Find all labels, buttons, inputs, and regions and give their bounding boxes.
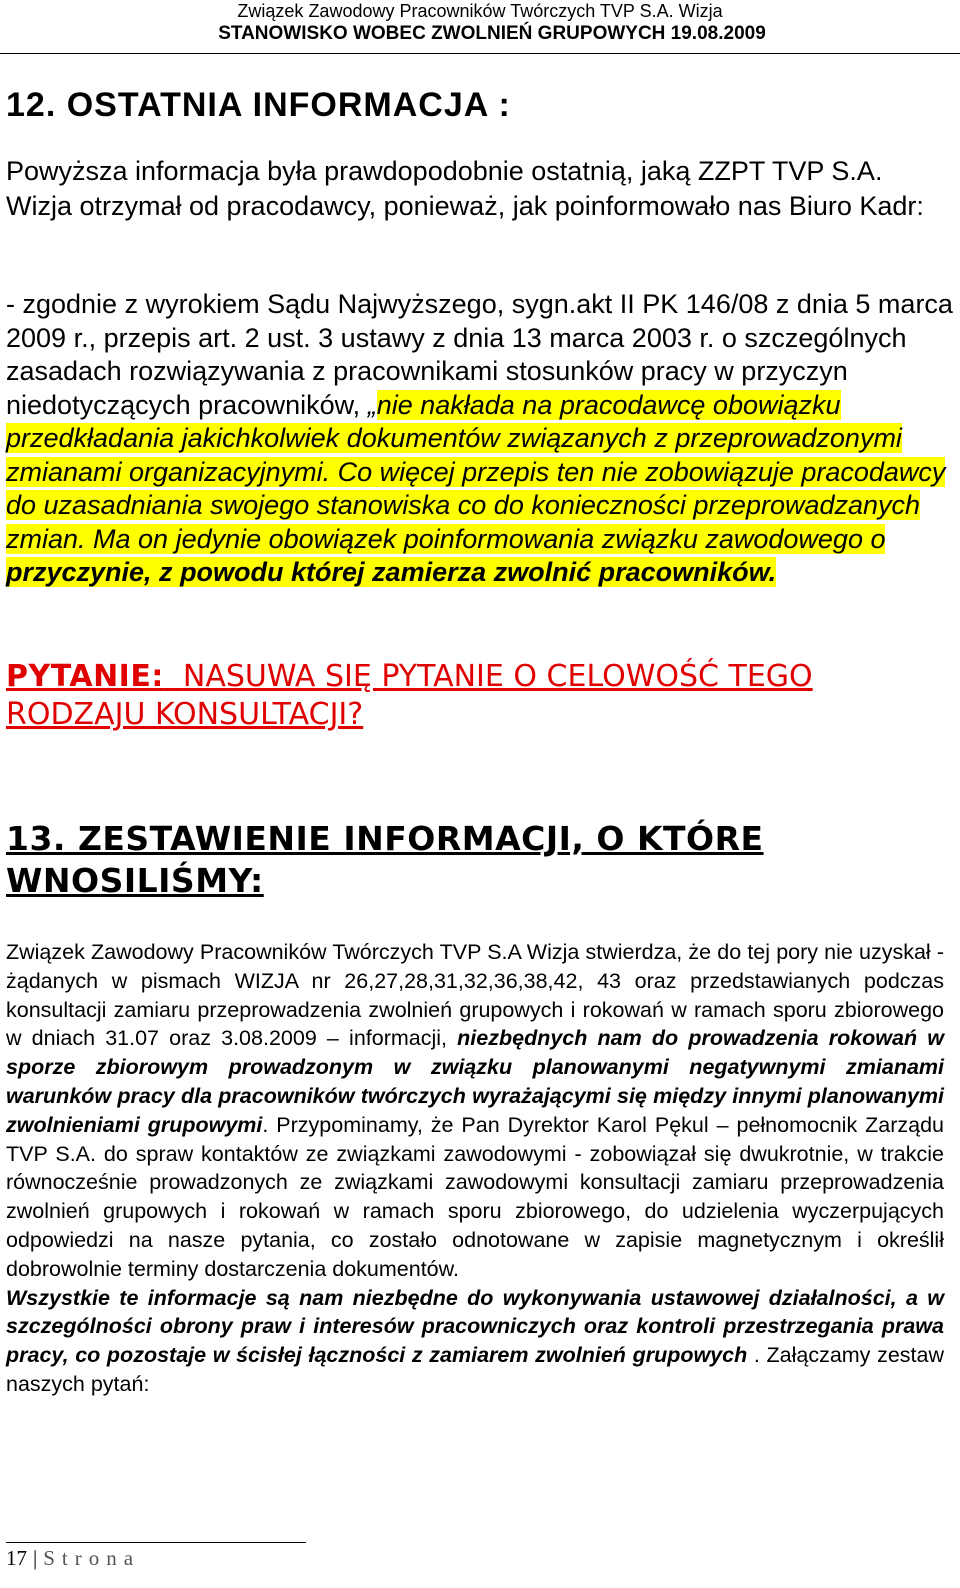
page-footer [6, 1544, 140, 1572]
footer-separator: | [33, 1546, 38, 1570]
page-label: Strona [43, 1546, 141, 1570]
header-organization: Związek Zawodowy Pracowników Twórczych TVP S.A. Wizja [237, 1, 723, 21]
question-block [6, 658, 954, 734]
section-13-heading: 13. ZESTAWIENIE INFORMACJI, O KTÓRE WNOSILIŚMY: [6, 819, 764, 900]
footer-divider [6, 1542, 306, 1543]
question-label: PYTANIE: [6, 659, 164, 694]
header-document-title: STANOWISKO WOBEC ZWOLNIEŃ GRUPOWYCH 19.08.2009 [218, 23, 766, 44]
body-intro-text: Związek Zawodowy Pracowników Twórczych TVP S.A Wizja stwierdza, że do tej pory nie uzyskał - żądanych w pismach WIZJA nr 26,27,28,31,32,36,38,42, 43 oraz przedstawianych podczas konsultacji zamiaru przeprowadzenia zwolnień grupowych i rokowań w ramach sporu zbiorowego w dniach 31.07 oraz 3.08.2009 – informacji, [6, 940, 944, 1051]
page-header [0, 0, 960, 46]
highlight-bold-text: przyczynie, z powodu której zamierza zwolnić pracowników. [6, 557, 777, 587]
section-12-ruling-paragraph [6, 288, 954, 590]
ruling-text: - zgodnie z wyrokiem Sądu Najwyższego, sygn.akt II PK 146/08 z dnia 5 marca 2009 r., przepis art. 2 ust. 3 ustawy z dnia 13 marca 2003 r. o szczególnych zasadach rozwiązywania z pracownikami stosunków pracy w przyczyn niedotyczących pracowników, [6, 289, 953, 420]
section-12-heading: 12. OSTATNIA INFORMACJA : [6, 86, 511, 124]
highlight-upright-text: Co więcej przepis ten nie zobowiązuje pracodawcy do uzasadniania swojego stanowiska co do konieczności przeprowadzanych zmian. Ma on jedynie obowiązek poinformowania związku zawodowego o [6, 456, 946, 554]
section-12-intro: Powyższa informacja była prawdopodobnie ostatnią, jaką ZZPT TVP S.A. Wizja otrzymał od pracodawcy, ponieważ, jak poinformowało nas Biuro Kadr: [6, 156, 924, 221]
body-closing-bold-text: Wszystkie te informacje są nam niezbędne do wykonywania ustawowej działalności, a w szczególności obrony praw i interesów pracowniczych oraz kontroli przestrzegania prawa pracy, co pozostaje w ścisłej łączności z zamiarem zwolnień grupowych [6, 1285, 944, 1368]
header-divider [0, 53, 960, 54]
question-text: NASUWA SIĘ PYTANIE O CELOWOŚĆ TEGO RODZAJU KONSULTACJI? [6, 659, 813, 732]
highlight-italic-text: nie nakłada na pracodawcę obowiązku przedkładania jakichkolwiek dokumentów związanych z przeprowadzonymi zmianami organizacyjnymi. [6, 389, 902, 487]
body-attachment-text: . Załączamy zestaw naszych pytań: [6, 1343, 944, 1396]
page-number: 17 [6, 1546, 27, 1570]
opening-quote: „ [367, 389, 377, 420]
body-reminder-text: . Przypominamy, że Pan Dyrektor Karol Pękul – pełnomocnik Zarządu TVP S.A. do spraw kontaktów ze związkami zawodowymi - zobowiązał się dwukrotnie, w trakcie równocześnie prowadzonych ze związkami zawodowymi konsultacji zamiaru przeprowadzenia zwolnień grupowych i rokowań w ramach sporu zbiorowego, do udzielenia wyczerpujących odpowiedzi na nasze pytania, co zostało odnotowane w zapisie magnetycznym i określił dobrowolnie terminy dostarczenia dokumentów. [6, 1112, 944, 1281]
body-bold-italic-text: niezbędnych nam do prowadzenia rokowań w sporze zbiorowym prowadzonym w związku planowanymi negatywnymi zmianami warunków pracy dla pracowników twórczych wyrażającymi się między innymi planowanymi zwolnieniami grupowymi [6, 1026, 944, 1137]
section-13-body [6, 938, 944, 1399]
